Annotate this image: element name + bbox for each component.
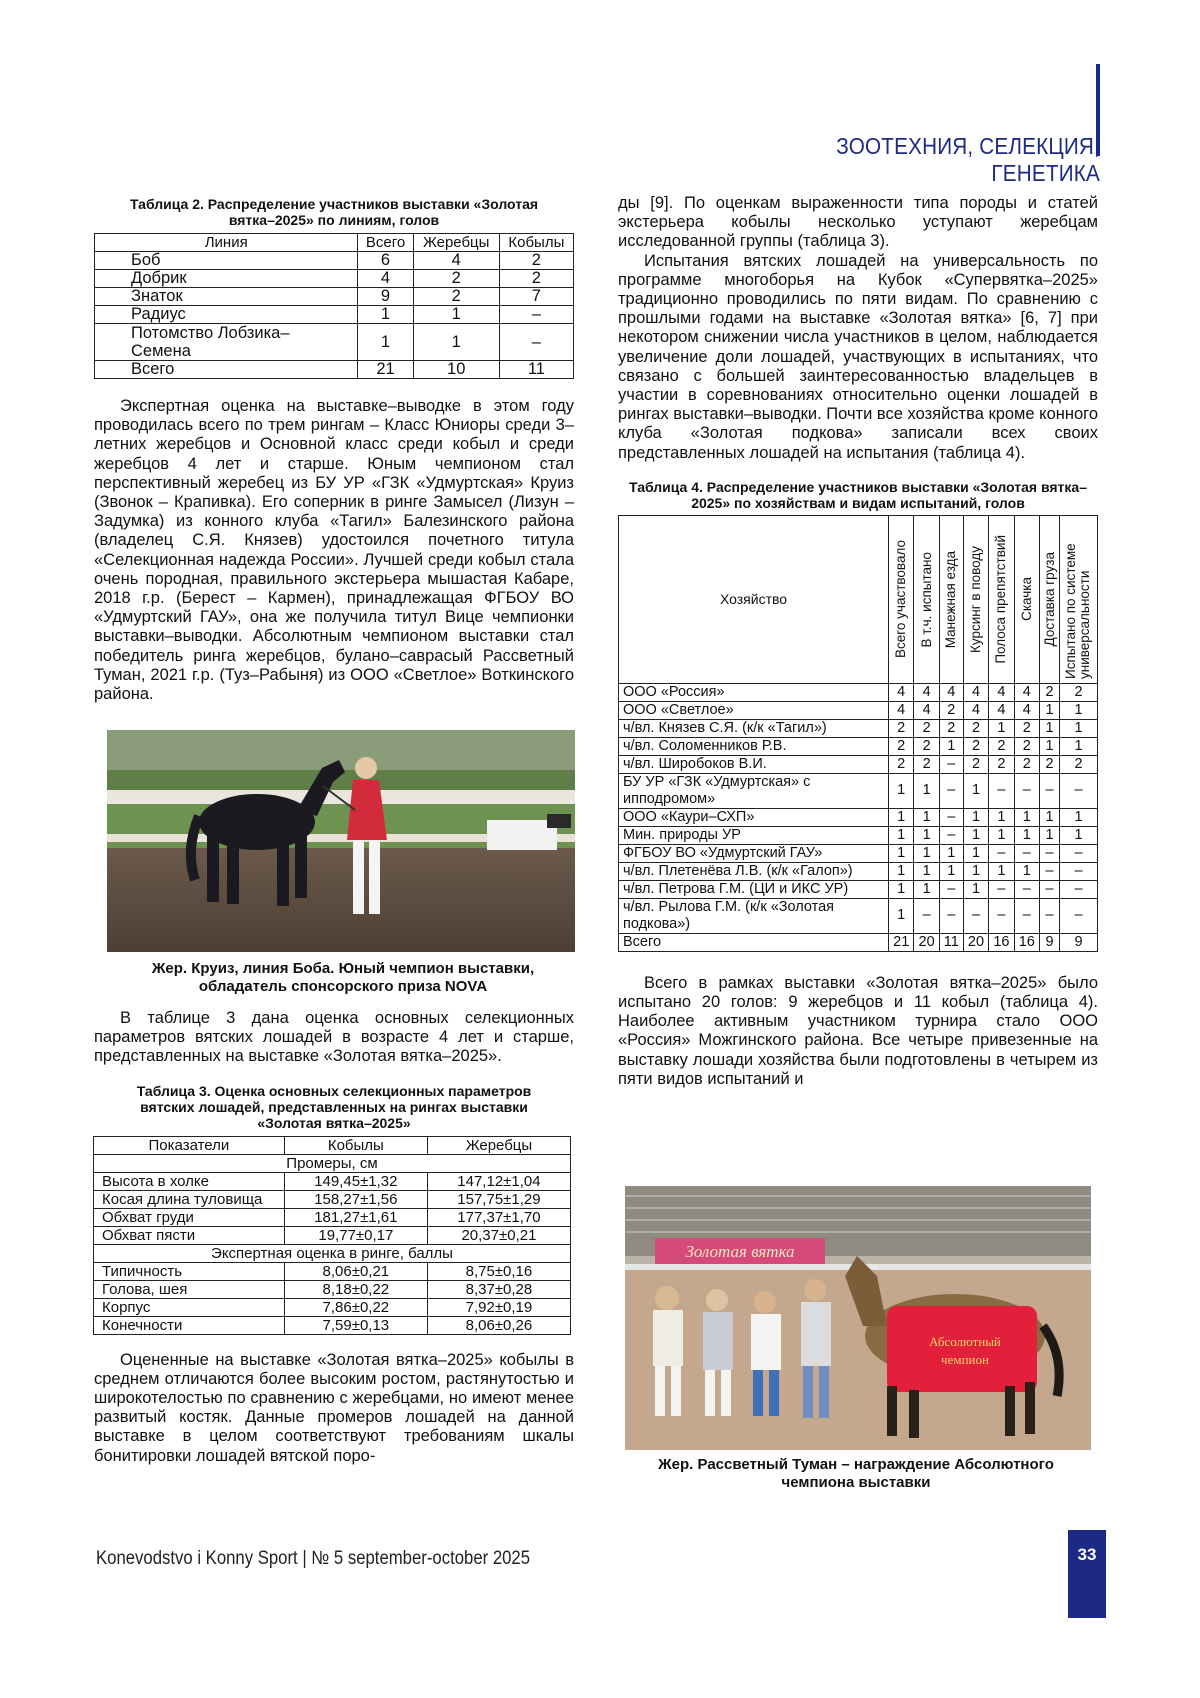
left-column xyxy=(94,196,574,704)
table4-header-row xyxy=(619,515,1098,683)
table4-cell: – xyxy=(1060,844,1098,862)
table-row xyxy=(619,862,1098,880)
table4-farm-cell: ч/вл. Петрова Г.М. (ЦИ и ИКС УР) xyxy=(619,880,889,898)
table-row xyxy=(95,324,574,361)
table4-cell: 1 xyxy=(889,844,914,862)
table4-farm-cell: ч/вл. Широбоков В.И. xyxy=(619,755,889,773)
table-row xyxy=(619,683,1098,701)
table4-cell: 1 xyxy=(963,844,988,862)
table2-cell: Боб xyxy=(95,252,358,270)
table3-cell: 158,27±1,56 xyxy=(284,1190,427,1208)
table4-cell: 4 xyxy=(989,683,1014,701)
table4-cell: 2 xyxy=(914,719,939,737)
table4-cell: – xyxy=(963,898,988,933)
table3-cell: Обхват пясти xyxy=(94,1226,285,1244)
table4-farm-cell: ООО «Россия» xyxy=(619,683,889,701)
table4-cell: 1 xyxy=(989,719,1014,737)
table4-header-cell xyxy=(914,515,939,683)
table3-cell: Корпус xyxy=(94,1298,285,1316)
table4-cell: 1 xyxy=(963,773,988,808)
table4-cell: 1 xyxy=(889,862,914,880)
table-row xyxy=(619,719,1098,737)
table4-cell: 1 xyxy=(1040,826,1060,844)
blanket-text-2: чемпион xyxy=(941,1352,989,1367)
right-paragraph-1 xyxy=(618,194,1098,252)
table4-header: Полоса препятствий xyxy=(994,535,1008,664)
table3-cell: Обхват груди xyxy=(94,1208,285,1226)
table2-header: Кобылы xyxy=(499,234,573,252)
table4-header-cell xyxy=(963,515,988,683)
table4-cell: 1 xyxy=(889,826,914,844)
table4-cell: 2 xyxy=(1060,755,1098,773)
table2-cell: 1 xyxy=(413,324,499,361)
table4-header: Скачка xyxy=(1020,577,1034,621)
table4-cell: 1 xyxy=(1040,737,1060,755)
photo-rassvetny-tuman xyxy=(625,1186,1091,1450)
left-paragraph-1 xyxy=(94,397,574,704)
table4-header: Доставка груза xyxy=(1043,552,1057,646)
table3-cell: 20,37±0,21 xyxy=(427,1226,570,1244)
table4-cell: 4 xyxy=(889,683,914,701)
table3-cell: Типичность xyxy=(94,1262,285,1280)
table4-header: Манежная езда xyxy=(944,551,958,648)
table4-header: Испытано по системе универсальности xyxy=(1064,519,1094,679)
table4-cell: – xyxy=(1060,862,1098,880)
table4-cell: 4 xyxy=(1014,683,1039,701)
table4-cell: 2 xyxy=(989,755,1014,773)
table4-cell: 20 xyxy=(914,933,939,951)
table4-cell: 1 xyxy=(1060,737,1098,755)
table-row xyxy=(95,252,574,270)
table3-header: Показатели xyxy=(94,1136,285,1154)
table-row xyxy=(619,808,1098,826)
table3-group-row xyxy=(94,1154,571,1172)
table-row xyxy=(619,755,1098,773)
table2-cell: 2 xyxy=(499,270,573,288)
table4-cell: – xyxy=(1060,880,1098,898)
table4-cell: 2 xyxy=(939,719,963,737)
right-paragraph-2 xyxy=(618,252,1098,463)
right-paragraph-2-text: Испытания вятских лошадей на универсальность по программе многоборья на Кубок «Супервятка–2025» традиционно проводились по пяти видам. По сравнению с прошлыми годами на выставке «Золотая вятка» [6, 7] при некотором снижении числа участников в целом, наблюдается увеличение доли лошадей, участвующих в испытаниях, что связано с большей заинтересованностью владельцев в участии в соревнованиях относительно оценки лошадей в рингах выставки–выводки. Почти все хозяйства кроме конного клуба «Золотая подкова» записали всех своих представленных лошадей на испытания (таблица 4). xyxy=(618,252,1098,462)
table4-cell: – xyxy=(939,826,963,844)
banner-text: Золотая вятка xyxy=(685,1242,794,1261)
table2-cell: 7 xyxy=(499,288,573,306)
left-paragraph-3 xyxy=(94,1351,574,1466)
table3-cell: Косая длина туловища xyxy=(94,1190,285,1208)
left-paragraph-2 xyxy=(94,1009,574,1067)
table4-cell: 1 xyxy=(1060,701,1098,719)
photo-kruiz-image xyxy=(107,730,575,952)
right-column xyxy=(618,194,1098,1089)
table4-cell: 2 xyxy=(1040,755,1060,773)
photo-kruiz xyxy=(107,730,575,952)
table4-cell: 1 xyxy=(914,844,939,862)
table3-cell: 8,75±0,16 xyxy=(427,1262,570,1280)
table3-cell: Высота в холке xyxy=(94,1172,285,1190)
table3-group-row xyxy=(94,1244,571,1262)
table3-header: Кобылы xyxy=(284,1136,427,1154)
table4-cell: 1 xyxy=(989,808,1014,826)
table4-cell: 1 xyxy=(939,862,963,880)
table-row xyxy=(619,737,1098,755)
right-paragraph-3-text: Всего в рамках выставки «Золотая вятка–2025» было испытано 20 голов: 9 жеребцов и 11 кобыл (таблица 4). Наиболее активным участником турнира стало ООО «Россия» Можгинского района. Все четыре привезенные на выставку лошади хозяйства были подготовлены в четырем из пяти видов испытаний и xyxy=(618,974,1098,1088)
table2-cell: Потомство Лобзика–Семена xyxy=(95,324,358,361)
table2-cell: Радиус xyxy=(95,306,358,324)
left-paragraph-1-text: Экспертная оценка на выставке–выводке в этом году проводилась всего по трем рингам – Класс Юниоры среди 3–летних жеребцов и Основной класс среди кобыл и среди жеребцов 4 лет и старше. Юным чемпионом стал перспективный жеребец из БУ УР «ГЗК «Удмуртская» Круиз (Звонок – Крапивка). Его соперник в ринге Замысел (Лизун – Задумка) из конного клуба «Тагил» Балезинского района (владелец С.Я. Князев) удостоился почетного титула «Селекционная надежда России». Лучшей среди кобыл стала очень породная, правильного экстерьера мышастая Кабаре, 2018 г.р. (Берест – Кармен), принадлежащая ФГБОУ ВО «Удмуртский ГАУ», она же получила титул Вице чемпионки выставки–выводки. Абсолютным чемпионом выставки стал победитель ринга жеребцов, булано–саврасый Рассветный Туман, 2021 г.р. (Туз–Рабыня) из ООО «Светлое» Воткинского района. xyxy=(94,397,574,703)
photo-rassvetny-image xyxy=(625,1186,1091,1450)
table4-cell: 4 xyxy=(939,683,963,701)
table3-cell: 7,92±0,19 xyxy=(427,1298,570,1316)
table-row xyxy=(94,1190,571,1208)
table4-cell: – xyxy=(939,755,963,773)
table-row xyxy=(619,773,1098,808)
table-row xyxy=(94,1226,571,1244)
table3-caption: Таблица 3. Оценка основных селекционных параметров вятских лошадей, представленных на рингах выставки «Золотая вятка–2025» xyxy=(94,1083,574,1131)
page-number: 33 xyxy=(1068,1530,1106,1618)
table4-cell: – xyxy=(1060,773,1098,808)
table3-cell: 19,77±0,17 xyxy=(284,1226,427,1244)
table4-cell: 16 xyxy=(989,933,1014,951)
table4-farm-cell: Мин. природы УР xyxy=(619,826,889,844)
table-row xyxy=(95,306,574,324)
table4-cell: 1 xyxy=(989,826,1014,844)
table4-cell: – xyxy=(1040,880,1060,898)
photo1-caption: Жер. Круиз, линия Боба. Юный чемпион выставки, обладатель спонсорского приза NOVA xyxy=(118,960,568,996)
table4-cell: – xyxy=(989,880,1014,898)
table4-farm-cell: Всего xyxy=(619,933,889,951)
table4-cell: 1 xyxy=(1014,808,1039,826)
table4-header-cell xyxy=(1040,515,1060,683)
table3-group-label: Промеры, см xyxy=(94,1154,571,1172)
table4-cell: 1 xyxy=(939,844,963,862)
table4-cell: 2 xyxy=(989,737,1014,755)
table3-cell: 177,37±1,70 xyxy=(427,1208,570,1226)
table3-cell: 8,18±0,22 xyxy=(284,1280,427,1298)
table2-cell: 6 xyxy=(358,252,413,270)
table4-cell: 1 xyxy=(914,826,939,844)
table4-header-cell xyxy=(889,515,914,683)
table4-cell: 1 xyxy=(1060,826,1098,844)
table4-cell: 9 xyxy=(1060,933,1098,951)
table-row xyxy=(95,361,574,379)
table3-cell: Конечности xyxy=(94,1316,285,1334)
table4-body xyxy=(619,683,1098,951)
table4-cell: 1 xyxy=(989,862,1014,880)
table2-cell: 4 xyxy=(413,252,499,270)
section-title: ЗООТЕХНИЯ, СЕЛЕКЦИЯ, ГЕНЕТИКА xyxy=(740,133,1100,187)
table2-cell: 2 xyxy=(413,270,499,288)
table-row xyxy=(619,826,1098,844)
table-row xyxy=(95,288,574,306)
table4-farm-cell: ч/вл. Рылова Г.М. (к/к «Золотая подкова») xyxy=(619,898,889,933)
table4-farm-cell: ч/вл. Соломенников Р.В. xyxy=(619,737,889,755)
table4-cell: – xyxy=(1040,898,1060,933)
table4-cell: – xyxy=(989,773,1014,808)
table4-cell: 2 xyxy=(1040,683,1060,701)
table4 xyxy=(618,515,1098,952)
table4-cell: 4 xyxy=(889,701,914,719)
table4-cell: – xyxy=(1040,862,1060,880)
table3-cell: 181,27±1,61 xyxy=(284,1208,427,1226)
table3-cell: Голова, шея xyxy=(94,1280,285,1298)
table2-cell: – xyxy=(499,306,573,324)
table4-header: Всего участвовало xyxy=(894,540,908,658)
table-row xyxy=(94,1280,571,1298)
table4-caption: Таблица 4. Распределение участников выставки «Золотая вятка–2025» по хозяйствам и видам испытаний, голов xyxy=(618,479,1098,511)
table4-cell: – xyxy=(939,898,963,933)
table4-cell: – xyxy=(1040,773,1060,808)
table3-cell: 8,06±0,26 xyxy=(427,1316,570,1334)
table4-cell: – xyxy=(989,844,1014,862)
table2-cell: 4 xyxy=(358,270,413,288)
table4-cell: 1 xyxy=(914,808,939,826)
table3-cell: 149,45±1,32 xyxy=(284,1172,427,1190)
table-row xyxy=(619,701,1098,719)
table4-cell: 1 xyxy=(1014,862,1039,880)
table4-cell: 2 xyxy=(963,737,988,755)
table-row xyxy=(94,1172,571,1190)
table4-header-farm: Хозяйство xyxy=(619,515,889,683)
table-row xyxy=(619,933,1098,951)
table4-cell: 2 xyxy=(914,737,939,755)
table4-cell: – xyxy=(939,880,963,898)
table4-cell: – xyxy=(1014,773,1039,808)
table2-cell: 21 xyxy=(358,361,413,379)
table2-cell: – xyxy=(499,324,573,361)
table4-farm-cell: БУ УР «ГЗК «Удмуртская» с ипподромом» xyxy=(619,773,889,808)
table4-cell: 20 xyxy=(963,933,988,951)
table4-cell: 4 xyxy=(914,701,939,719)
table2 xyxy=(94,233,574,379)
table4-cell: 1 xyxy=(1014,826,1039,844)
table4-cell: 1 xyxy=(914,773,939,808)
table4-farm-cell: ООО «Каури–СХП» xyxy=(619,808,889,826)
table3-header-row xyxy=(94,1136,571,1154)
table4-cell: – xyxy=(989,898,1014,933)
table4-cell: 2 xyxy=(939,701,963,719)
table4-cell: – xyxy=(1014,844,1039,862)
table4-cell: 1 xyxy=(1060,808,1098,826)
left-column-lower xyxy=(94,1009,574,1466)
table4-cell: – xyxy=(939,808,963,826)
table4-cell: 2 xyxy=(889,737,914,755)
table4-cell: 2 xyxy=(963,719,988,737)
table4-cell: 16 xyxy=(1014,933,1039,951)
table3-header: Жеребцы xyxy=(427,1136,570,1154)
table4-cell: 2 xyxy=(1014,755,1039,773)
table4-cell: 1 xyxy=(889,808,914,826)
table4-cell: 1 xyxy=(963,826,988,844)
table4-cell: 2 xyxy=(963,755,988,773)
left-paragraph-2-text: В таблице 3 дана оценка основных селекционных параметров вятских лошадей в возрасте 4 лет и старше, представленных на выставке «Золотая вятка–2025». xyxy=(94,1009,574,1065)
table4-cell: 1 xyxy=(914,862,939,880)
table4-cell: 2 xyxy=(914,755,939,773)
table2-cell: 11 xyxy=(499,361,573,379)
table2-caption: Таблица 2. Распределение участников выставки «Золотая вятка–2025» по линиям, голов xyxy=(94,196,574,228)
table4-cell: – xyxy=(1014,880,1039,898)
table4-cell: 1 xyxy=(939,737,963,755)
footer-journal: Konevodstvo i Konny Sport | № 5 september-october 2025 xyxy=(96,1548,530,1570)
table4-cell: 1 xyxy=(963,862,988,880)
table4-header-cell xyxy=(1014,515,1039,683)
table3-cell: 7,59±0,13 xyxy=(284,1316,427,1334)
table4-farm-cell: ФГБОУ ВО «Удмуртский ГАУ» xyxy=(619,844,889,862)
right-paragraph-3 xyxy=(618,974,1098,1089)
table2-cell: 1 xyxy=(413,306,499,324)
table4-farm-cell: ООО «Светлое» xyxy=(619,701,889,719)
table3-cell: 7,86±0,22 xyxy=(284,1298,427,1316)
table4-cell: 2 xyxy=(889,719,914,737)
table2-cell: 9 xyxy=(358,288,413,306)
table2-cell: Добрик xyxy=(95,270,358,288)
table-row xyxy=(94,1208,571,1226)
table4-cell: 1 xyxy=(914,880,939,898)
table4-header-cell xyxy=(939,515,963,683)
table4-cell: 1 xyxy=(889,898,914,933)
table4-cell: – xyxy=(939,773,963,808)
table-row xyxy=(619,844,1098,862)
table4-cell: 1 xyxy=(1060,719,1098,737)
table-row xyxy=(94,1262,571,1280)
table4-cell: 4 xyxy=(989,701,1014,719)
table2-cell: 2 xyxy=(413,288,499,306)
table4-cell: 4 xyxy=(963,701,988,719)
table3-cell: 157,75±1,29 xyxy=(427,1190,570,1208)
photo2-caption: Жер. Рассветный Туман – награждение Абсолютного чемпиона выставки xyxy=(636,1456,1076,1492)
left-paragraph-3-text: Оцененные на выставке «Золотая вятка–2025» кобылы в среднем отличаются более высоким ростом, растянутостью и широкотелостью по сравнению с жеребцами, но имеют менее развитый костяк. Данные промеров лошадей на данной выставке в целом соответствуют требованиям шкалы бонитировки лошадей вятской поро- xyxy=(94,1351,574,1465)
table2-cell: 10 xyxy=(413,361,499,379)
table4-cell: 1 xyxy=(889,773,914,808)
table4-cell: 4 xyxy=(1014,701,1039,719)
table2-header: Всего xyxy=(358,234,413,252)
table4-header-cell xyxy=(1060,515,1098,683)
table4-cell: 11 xyxy=(939,933,963,951)
table4-cell: 4 xyxy=(963,683,988,701)
table4-cell: 1 xyxy=(1040,808,1060,826)
right-paragraph-1-text: ды [9]. По оценкам выраженности типа породы и статей экстерьера кобылы несколько уступают жеребцам исследованной группы (таблица 3). xyxy=(618,194,1098,250)
table4-cell: – xyxy=(1060,898,1098,933)
table2-cell: Всего xyxy=(95,361,358,379)
table4-cell: 9 xyxy=(1040,933,1060,951)
table4-cell: 2 xyxy=(1014,737,1039,755)
table4-cell: – xyxy=(914,898,939,933)
blanket-text-1: Абсолютный xyxy=(929,1334,1001,1349)
table2-header: Жеребцы xyxy=(413,234,499,252)
table3 xyxy=(93,1136,571,1335)
table4-header: Курсинг в поводу xyxy=(969,546,983,653)
table4-cell: 4 xyxy=(914,683,939,701)
table-row xyxy=(619,898,1098,933)
table4-cell: 1 xyxy=(963,808,988,826)
table4-cell: 2 xyxy=(889,755,914,773)
table2-header: Линия xyxy=(95,234,358,252)
table4-header: В т.ч. испытано xyxy=(920,552,934,648)
table2-cell: 2 xyxy=(499,252,573,270)
table4-farm-cell: ч/вл. Князев С.Я. (к/к «Тагил») xyxy=(619,719,889,737)
table4-header-cell xyxy=(989,515,1014,683)
table3-cell: 147,12±1,04 xyxy=(427,1172,570,1190)
table3-group-label: Экспертная оценка в ринге, баллы xyxy=(94,1244,571,1262)
table4-cell: 1 xyxy=(1040,701,1060,719)
table4-cell: 2 xyxy=(1060,683,1098,701)
table2-header-row xyxy=(95,234,574,252)
table4-cell: – xyxy=(1014,898,1039,933)
table4-cell: 21 xyxy=(889,933,914,951)
table-row xyxy=(94,1298,571,1316)
table2-cell: Знаток xyxy=(95,288,358,306)
table4-cell: 1 xyxy=(1040,719,1060,737)
table4-cell: 1 xyxy=(889,880,914,898)
table-row xyxy=(619,880,1098,898)
table4-farm-cell: ч/вл. Плетенёва Л.В. (к/к «Галоп») xyxy=(619,862,889,880)
table4-cell: 2 xyxy=(1014,719,1039,737)
table-row xyxy=(95,270,574,288)
table4-cell: 1 xyxy=(963,880,988,898)
table4-cell: – xyxy=(1040,844,1060,862)
table2-cell: 1 xyxy=(358,324,413,361)
table-row xyxy=(94,1316,571,1334)
table3-cell: 8,06±0,21 xyxy=(284,1262,427,1280)
table2-cell: 1 xyxy=(358,306,413,324)
table3-cell: 8,37±0,28 xyxy=(427,1280,570,1298)
